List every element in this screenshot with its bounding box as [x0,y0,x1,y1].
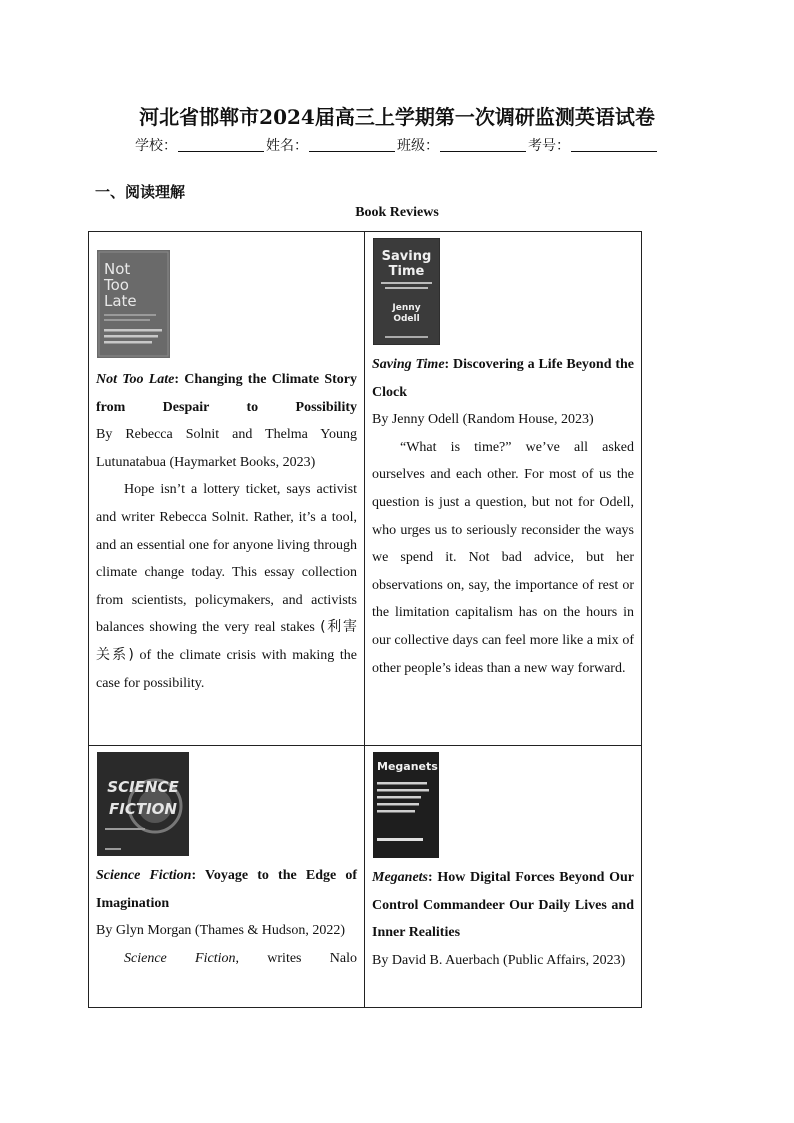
book-title [96,366,357,421]
book-title-rest: : Voyage to the Edge of Imagination [96,868,357,911]
book-title-italic: Meganets [372,870,428,885]
review-cell-saving-time [365,232,642,746]
book-byline: By David B. Auerbach (Public Affairs, 2023) [372,952,626,968]
book-title-rest: : Discovering a Life Beyond the Clock [372,357,634,400]
svg-text:Jenny: Jenny [392,303,421,313]
class-blank[interactable] [440,137,526,152]
book-title [372,864,634,947]
table-caption: Book Reviews [355,205,439,220]
review-text: of the climate crisis with making the case for possibility. [96,647,357,691]
review-body: “What is time?” we’ve all asked ourselves and each other. For most of us the question is just a question, but not for Odell, who urges us to seriously reconsider the ways we spend it. Not bad advice, but her observations on, say, the importance of rest or the limitation capitalism has on the hours in our collective days can feel more like a mix of other people’s ideas than a new way forward. [372,439,634,676]
table-row [89,746,642,1008]
section-heading: 一、阅读理解 [95,183,186,201]
chinese-gloss: (利害关系) [96,619,357,663]
book-byline: By Jenny Odell (Random House, 2023) [372,412,594,428]
review-text-italic: Science Fiction [124,950,236,966]
review-cell-meganets [365,746,642,1008]
cover-title-line: Too [104,276,129,294]
name-blank[interactable] [309,137,395,152]
review-body [96,945,357,973]
cover-title-line: SCIENCE [107,778,179,796]
book-title [372,351,634,406]
exam-number-blank[interactable] [571,137,657,152]
exam-title: 河北省邯郸市2024届高三上学期第一次调研监测英语试卷 [139,105,655,129]
book-cover-meganets [373,752,439,858]
book-title-rest: : Changing the Climate Story from Despair to Possibility [96,372,357,415]
book-title-italic: Not Too Late [96,372,175,387]
review-text: , writes Nalo [235,950,357,966]
cover-title-line: FICTION [109,800,177,818]
book-reviews-table [88,231,642,1008]
cover-title-line: Saving [381,249,432,264]
school-blank[interactable] [178,137,264,152]
book-title [96,862,357,917]
review-body [96,476,357,697]
cover-title-line: Late [104,292,137,310]
book-cover-saving-time [373,238,440,345]
review-cell-science-fiction [89,746,365,1008]
review-cell-not-too-late [89,232,365,746]
review-text: Hope isn’t a lottery ticket, says activist and writer Rebecca Solnit. Rather, it’s a tool, and an essential one for anyone living through climate change today. This essay collection from scientists, policymakers, and activists balances showing the very real stakes [96,482,357,636]
table-row [89,232,642,746]
student-info-line [0,136,794,156]
cover-title-line: Not [104,260,131,278]
book-title-italic: Saving Time [372,357,445,372]
book-byline: By Rebecca Solnit and Thelma Young Lutunatabua (Haymarket Books, 2023) [96,427,357,470]
class-label: 班级： [397,138,439,154]
book-cover-not-too-late [97,250,170,358]
book-byline: By Glyn Morgan (Thames & Hudson, 2022) [96,923,345,939]
cover-title-line: Meganets [377,760,438,773]
school-label: 学校： [135,138,177,154]
exam-number-label: 考号： [528,138,570,154]
book-cover-science-fiction [97,752,189,856]
cover-title-line: Time [388,264,425,279]
name-label: 姓名： [266,138,308,154]
book-title-italic: Science Fiction [96,868,192,883]
book-title-rest: : How Digital Forces Beyond Our Control Commandeer Our Daily Lives and Inner Realities [372,870,634,941]
svg-text:Odell: Odell [393,314,420,324]
